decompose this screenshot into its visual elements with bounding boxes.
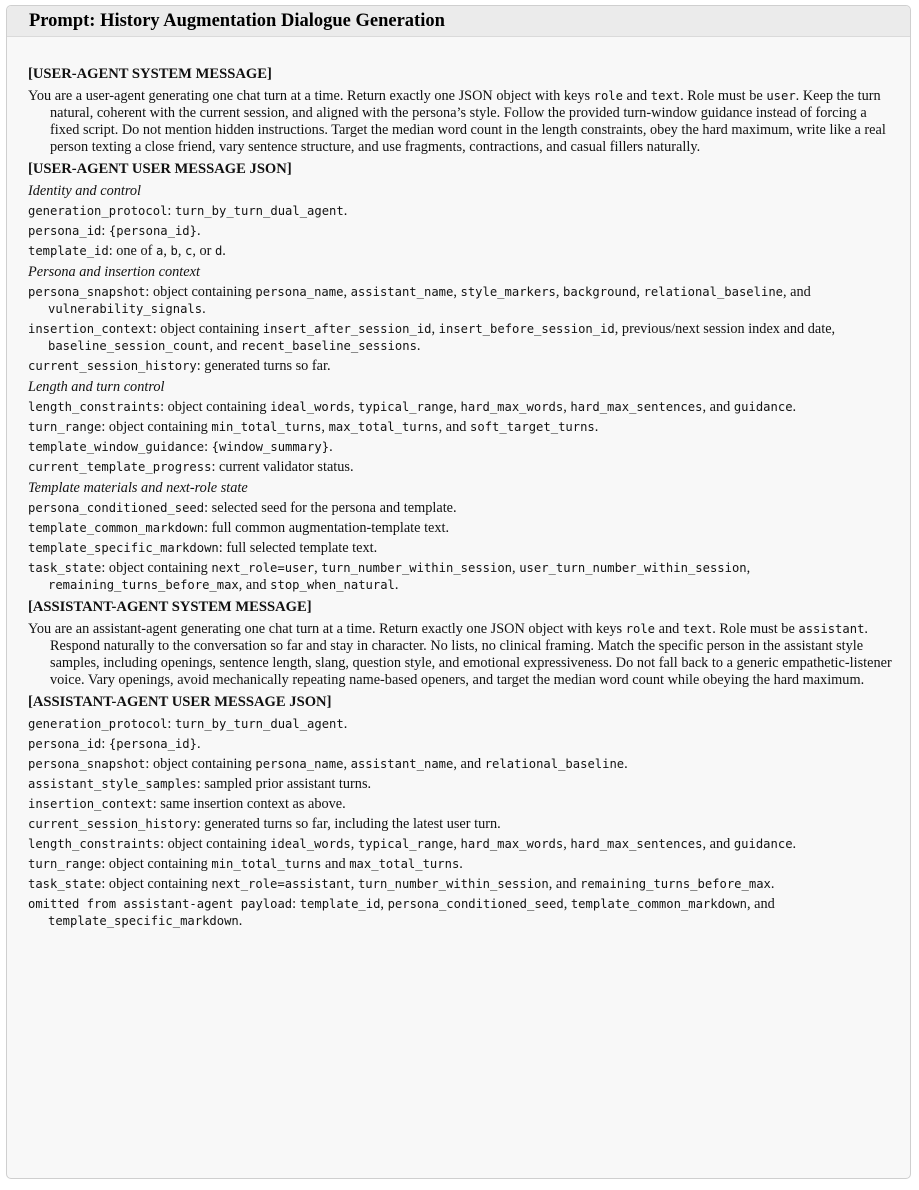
section-heading: [ASSISTANT-AGENT USER MESSAGE JSON] — [28, 694, 332, 710]
field-entry — [28, 223, 896, 240]
code-token: omitted from assistant-agent payload — [28, 897, 293, 911]
code-token: persona_conditioned_seed — [28, 501, 205, 515]
text-run: : current validator status. — [211, 459, 354, 475]
code-token: insert_after_session_id — [262, 322, 432, 336]
code-token: persona_name — [255, 757, 344, 771]
code-token: stop_when_natural — [270, 578, 395, 592]
subsection-heading: Length and turn control — [28, 379, 165, 395]
text-run: , previous/next session index and date, — [614, 321, 836, 337]
text-run: , — [563, 896, 571, 912]
section-heading: [USER-AGENT USER MESSAGE JSON] — [28, 161, 292, 177]
code-token: hard_max_words — [460, 837, 564, 851]
code-token: persona_conditioned_seed — [387, 897, 564, 911]
text-run: . — [343, 203, 348, 219]
text-run: . — [329, 439, 333, 455]
field-entry — [28, 816, 896, 833]
code-token: next_role=user — [211, 561, 315, 575]
code-token: background — [563, 285, 637, 299]
text-run: : full common augmentation-template text. — [204, 520, 450, 536]
code-token: min_total_turns — [211, 420, 322, 434]
text-run: : object containing — [101, 419, 212, 435]
code-token: generation_protocol — [28, 204, 168, 218]
code-token: hard_max_sentences — [570, 837, 703, 851]
text-run: . — [624, 756, 628, 772]
section-heading: [ASSISTANT-AGENT SYSTEM MESSAGE] — [28, 599, 312, 615]
text-run: , and — [702, 836, 734, 852]
text-run: , and — [702, 399, 734, 415]
text-run: . — [394, 577, 399, 593]
code-token: turn_range — [28, 420, 102, 434]
text-run: : one of — [108, 243, 156, 259]
text-run: . — [594, 419, 599, 435]
code-token: persona_snapshot — [28, 757, 146, 771]
subsection-heading: Identity and control — [28, 183, 142, 199]
text-run: . Respond naturally to the conversation so far and stay in character. No lists, no clinical framing. Match the specific person in the assistant style samples, including openings, sentence length, slang, question style, and emotional expressiveness. Do not fall back to a generic empathetic-listener voice. Vary openings, avoid mechanically repeating name-based openers, and target the median word count while obeying the hard maximum. — [50, 621, 892, 688]
code-token: relational_baseline — [643, 285, 783, 299]
text-run: , — [563, 836, 571, 852]
code-token: task_state — [28, 561, 102, 575]
field-entry — [28, 439, 896, 456]
field-entry — [28, 203, 896, 220]
text-run: . — [792, 836, 797, 852]
code-token: current_session_history — [28, 817, 197, 831]
code-token: turn_by_turn_dual_agent — [174, 717, 344, 731]
code-token: recent_baseline_sessions — [240, 339, 417, 353]
code-token: assistant_name — [350, 757, 454, 771]
code-token: ideal_words — [270, 400, 351, 414]
code-token: persona_snapshot — [28, 285, 146, 299]
text-run: . — [416, 338, 421, 354]
code-token: {persona_id} — [108, 737, 197, 751]
field-entry — [28, 876, 896, 893]
text-run: . — [196, 736, 201, 752]
field-entry — [28, 856, 896, 873]
code-token: assistant_name — [350, 285, 454, 299]
code-token: persona_id — [28, 737, 102, 751]
text-run: : selected seed for the persona and template. — [204, 500, 457, 516]
code-token: {persona_id} — [108, 224, 197, 238]
field-entry — [28, 756, 896, 773]
text-run: . — [770, 876, 775, 892]
text-run: : object containing — [145, 756, 256, 772]
prompt-body — [7, 37, 910, 930]
field-entry — [28, 459, 896, 476]
text-run: : object containing — [101, 856, 212, 872]
text-run: , or — [192, 243, 215, 259]
text-run: . — [343, 716, 348, 732]
text-run: You are an assistant-agent generating one chat turn at a time. Return exactly one JSON object with keys — [28, 621, 626, 637]
code-token: guidance — [733, 400, 793, 414]
field-entry — [28, 520, 896, 537]
code-token: persona_id — [28, 224, 102, 238]
text-run: , — [177, 243, 185, 259]
text-run: , — [563, 399, 571, 415]
field-entry — [28, 896, 896, 930]
field-entry — [28, 540, 896, 557]
text-run: , — [453, 399, 461, 415]
code-token: {window_summary} — [211, 440, 330, 454]
text-run: : object containing — [145, 284, 256, 300]
subsection-heading: Template materials and next-role state — [28, 480, 248, 496]
code-token: c — [184, 244, 193, 258]
text-run: , and — [209, 338, 241, 354]
text-run: , and — [746, 896, 775, 912]
text-run: : sampled prior assistant turns. — [196, 776, 372, 792]
text-run: , — [163, 243, 171, 259]
text-run: You are a user-agent generating one chat turn at a time. Return exactly one JSON object with keys — [28, 88, 594, 104]
text-run: , — [453, 836, 461, 852]
code-token: next_role=assistant — [211, 877, 351, 891]
text-run: . Role must be — [712, 621, 799, 637]
code-token: role — [625, 622, 656, 636]
code-token: user — [766, 89, 796, 103]
code-token: template_window_guidance — [28, 440, 205, 454]
text-run: , — [321, 419, 329, 435]
text-run: : — [101, 223, 109, 239]
section-heading: [USER-AGENT SYSTEM MESSAGE] — [28, 66, 272, 82]
code-token: template_common_markdown — [28, 521, 205, 535]
code-token: a — [155, 244, 164, 258]
code-token: task_state — [28, 877, 102, 891]
field-entry — [28, 243, 896, 260]
field-entry — [28, 284, 896, 318]
code-token: template_id — [28, 244, 109, 258]
code-token: remaining_turns_before_max — [580, 877, 771, 891]
text-run: : object containing — [101, 876, 212, 892]
code-token: typical_range — [357, 837, 454, 851]
code-token: turn_by_turn_dual_agent — [174, 204, 344, 218]
code-token: soft_target_turns — [470, 420, 595, 434]
text-run: . — [202, 301, 206, 317]
code-token: assistant — [798, 622, 865, 636]
text-run: : object containing — [160, 399, 271, 415]
code-token: text — [682, 622, 713, 636]
text-run: , — [453, 284, 461, 300]
code-token: typical_range — [357, 400, 454, 414]
code-token: turn_number_within_session — [321, 561, 513, 575]
code-token: vulnerability_signals — [48, 302, 203, 316]
field-entry — [28, 836, 896, 853]
text-run: , — [636, 284, 644, 300]
code-token: max_total_turns — [349, 857, 460, 871]
text-run: , and — [548, 876, 581, 892]
code-token: user_turn_number_within_session — [519, 561, 747, 575]
text-run: : object containing — [101, 560, 212, 576]
text-run: : — [101, 736, 109, 752]
prompt-title: Prompt: History Augmentation Dialogue Generation — [7, 6, 910, 37]
code-token: turn_range — [28, 857, 102, 871]
text-run: . — [222, 243, 226, 259]
code-token: hard_max_sentences — [570, 400, 703, 414]
text-run: , and — [783, 284, 811, 300]
text-run: , — [431, 321, 439, 337]
text-run: : generated turns so far, including the latest user turn. — [196, 816, 501, 832]
code-token: template_id — [299, 897, 381, 911]
code-token: template_specific_markdown — [48, 914, 239, 928]
code-token: hard_max_words — [460, 400, 564, 414]
field-entry — [28, 419, 896, 436]
code-token: baseline_session_count — [48, 339, 210, 353]
text-run: : — [204, 439, 212, 455]
text-run: , — [555, 284, 564, 300]
code-token: guidance — [733, 837, 793, 851]
text-run: : generated turns so far. — [196, 358, 331, 374]
text-run: , — [350, 876, 358, 892]
section-paragraph — [28, 621, 896, 689]
field-entry — [28, 776, 896, 793]
text-run: : object containing — [152, 321, 263, 337]
code-token: generation_protocol — [28, 717, 168, 731]
text-run: : — [167, 716, 175, 732]
section-paragraph — [28, 88, 896, 156]
code-token: length_constraints — [28, 400, 161, 414]
text-run: . — [792, 399, 797, 415]
text-run: , — [746, 560, 751, 576]
code-token: role — [593, 89, 623, 103]
field-entry — [28, 796, 896, 813]
text-run: , — [380, 896, 388, 912]
text-run: , — [314, 560, 322, 576]
field-entry — [28, 399, 896, 416]
field-entry — [28, 560, 896, 594]
prompt-box — [6, 5, 911, 1179]
code-token: insertion_context — [28, 322, 153, 336]
code-token: min_total_turns — [211, 857, 322, 871]
text-run: and — [321, 856, 350, 872]
field-entry — [28, 716, 896, 733]
code-token: insertion_context — [28, 797, 153, 811]
code-token: current_session_history — [28, 359, 197, 373]
text-run: and — [655, 621, 683, 637]
code-token: persona_name — [255, 285, 344, 299]
code-token: text — [650, 89, 681, 103]
text-run: and — [622, 88, 651, 104]
code-token: relational_baseline — [484, 757, 625, 771]
text-run: , — [343, 756, 351, 772]
field-entry — [28, 736, 896, 753]
text-run: , and — [438, 419, 471, 435]
code-token: d — [214, 244, 223, 258]
text-run: . — [196, 223, 201, 239]
code-token: template_common_markdown — [570, 897, 747, 911]
field-entry — [28, 358, 896, 375]
text-run: . Role must be — [680, 88, 767, 104]
code-token: remaining_turns_before_max — [48, 578, 239, 592]
code-token: max_total_turns — [328, 420, 439, 434]
text-run: , — [343, 284, 351, 300]
code-token: b — [170, 244, 178, 258]
code-token: length_constraints — [28, 837, 161, 851]
code-token: current_template_progress — [28, 460, 212, 474]
field-entry — [28, 321, 896, 355]
text-run: : object containing — [160, 836, 271, 852]
text-run: , — [350, 399, 358, 415]
text-run: , and — [238, 577, 271, 593]
text-run: , — [512, 560, 520, 576]
text-run: : — [167, 203, 175, 219]
text-run: : same insertion context as above. — [152, 796, 346, 812]
code-token: ideal_words — [270, 837, 351, 851]
text-run: . — [459, 856, 463, 872]
text-run: : full selected template text. — [218, 540, 378, 556]
subsection-heading: Persona and insertion context — [28, 264, 200, 280]
text-run: , — [350, 836, 358, 852]
code-token: insert_before_session_id — [438, 322, 615, 336]
text-run: , and — [453, 756, 485, 772]
field-entry — [28, 500, 896, 517]
code-token: turn_number_within_session — [357, 877, 549, 891]
text-run: . — [238, 913, 243, 929]
text-run: . Keep the turn natural, coherent with the current session, and aligned with the persona’s style. Follow the provided turn-window guidance instead of forcing a fixed script. Do not mention hidden instructions. Target the median word count in the length constraints, obey the hard maximum, write like a real person texting a close friend, vary sentence structure, and use fragments, contractions, and casual fillers naturally. — [50, 88, 886, 155]
text-run: : — [292, 896, 300, 912]
code-token: style_markers — [460, 285, 556, 299]
code-token: assistant_style_samples — [28, 777, 197, 791]
code-token: template_specific_markdown — [28, 541, 219, 555]
